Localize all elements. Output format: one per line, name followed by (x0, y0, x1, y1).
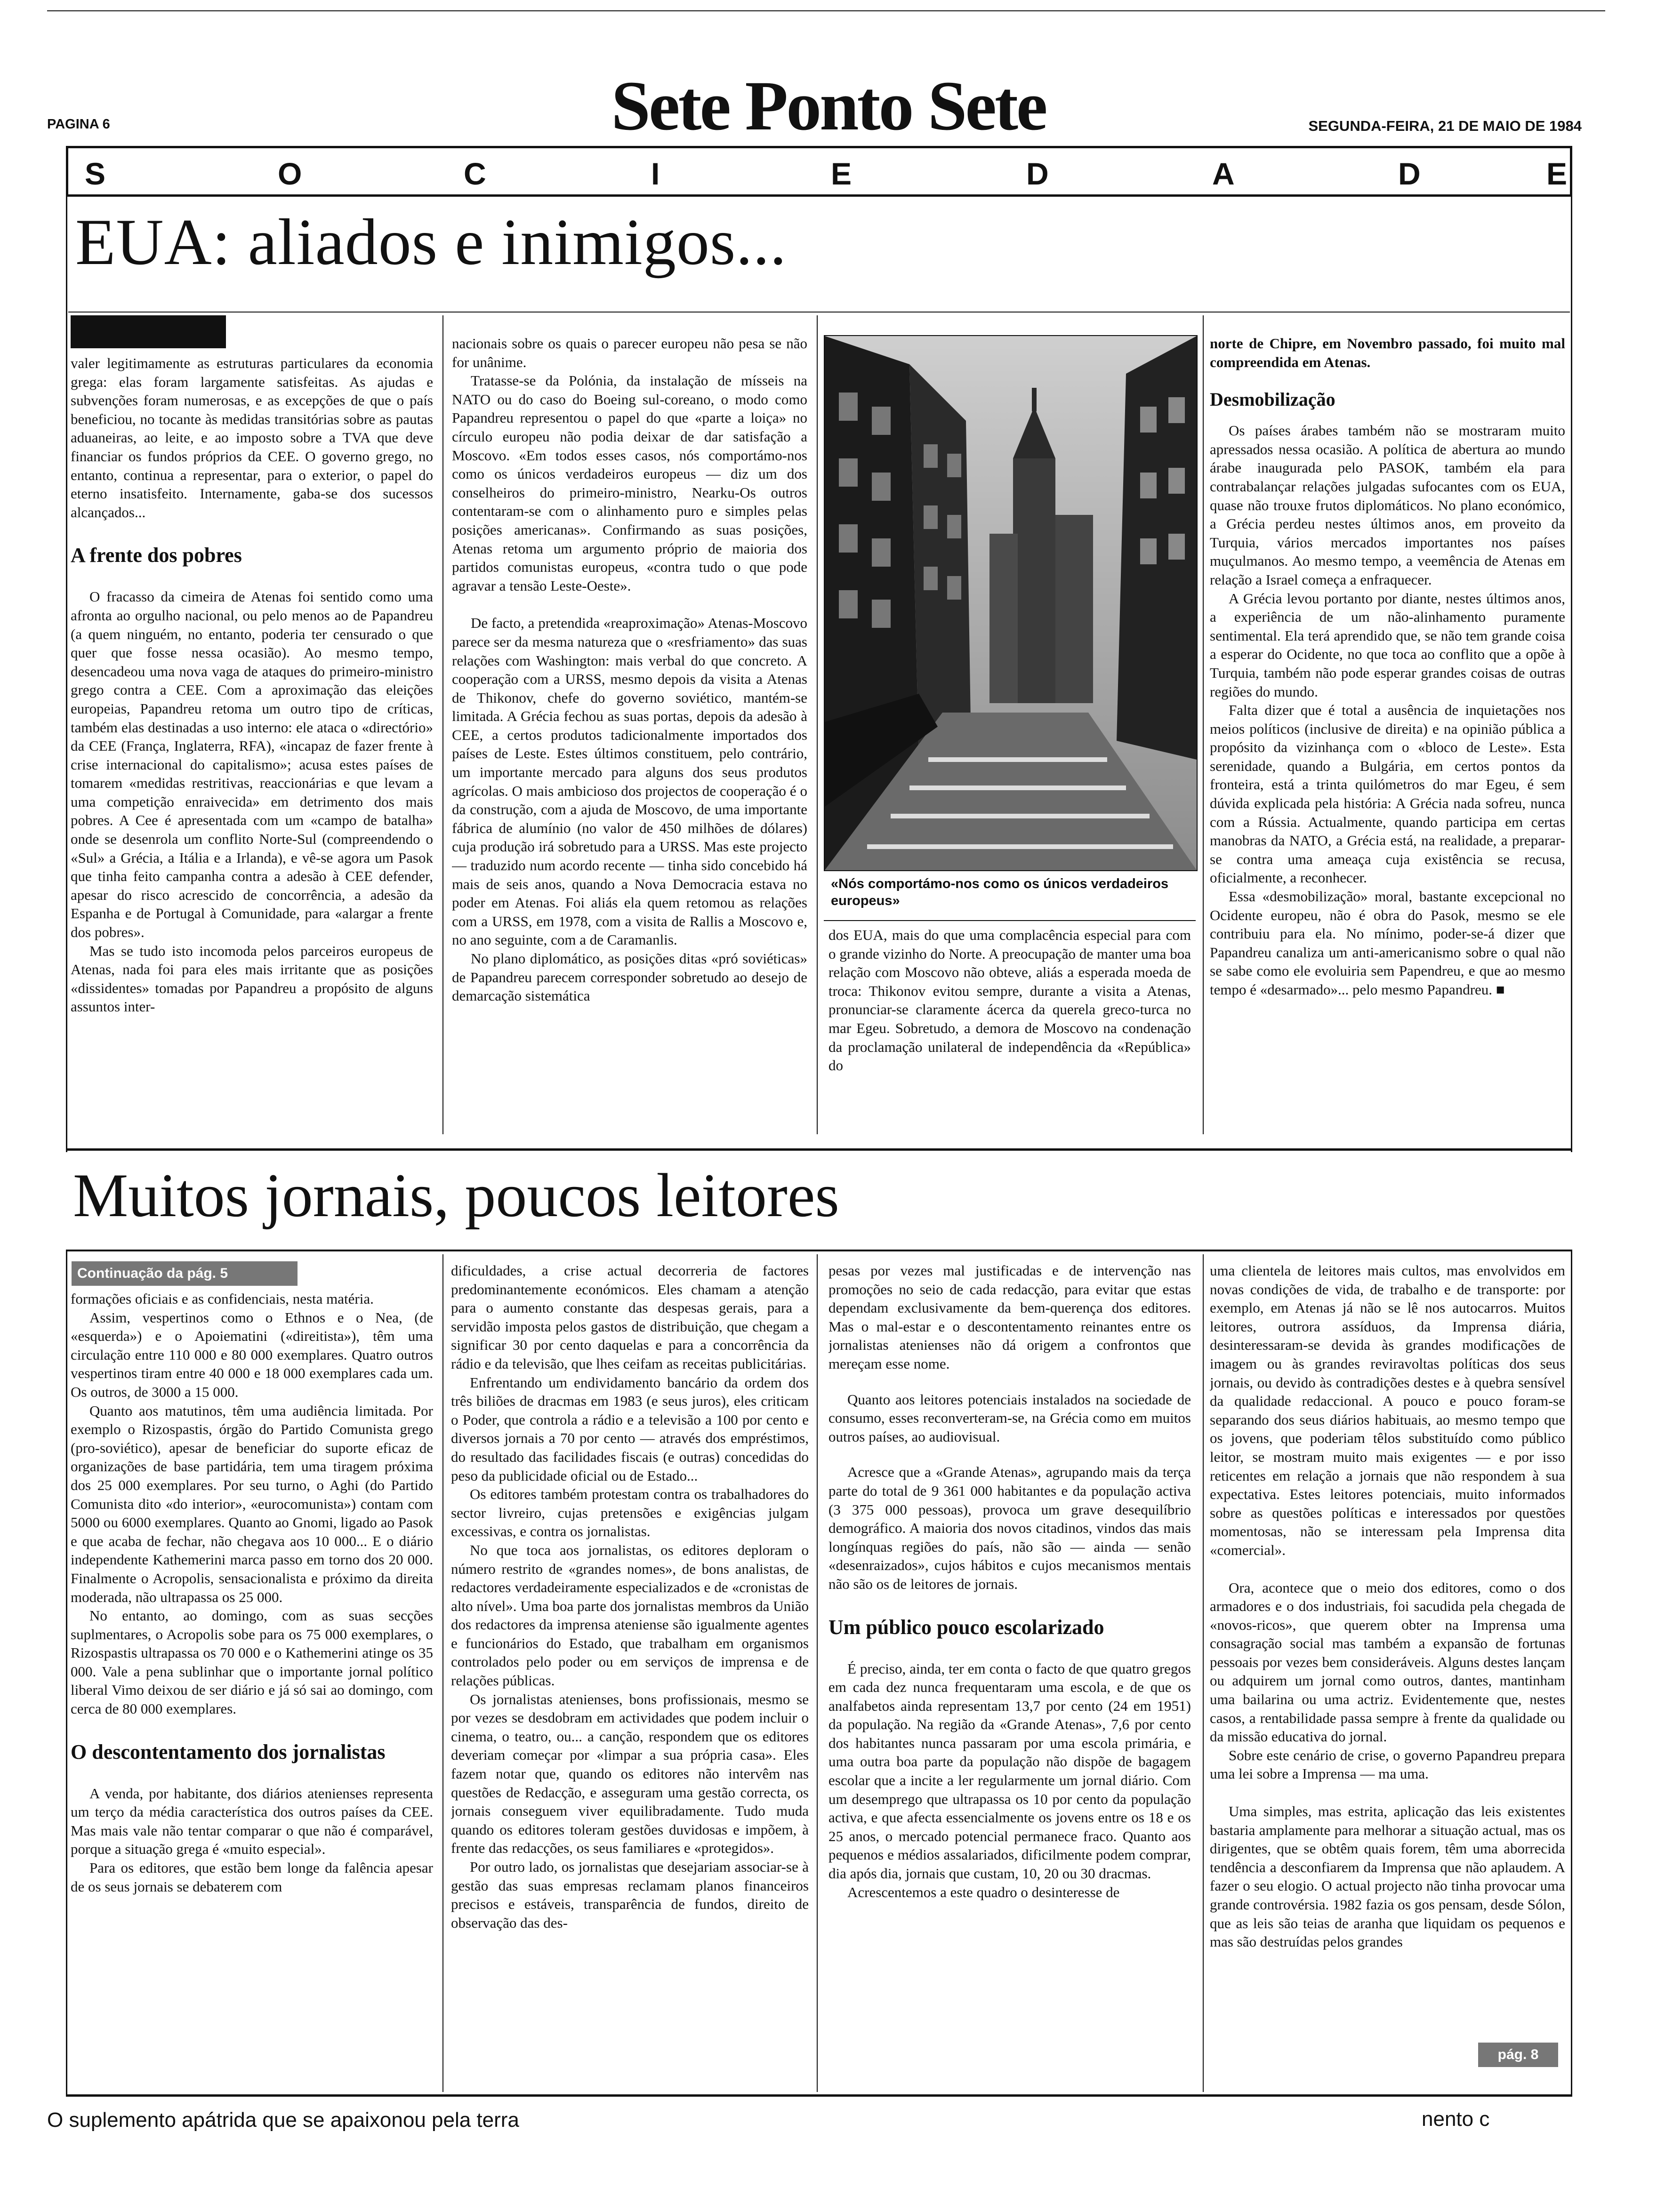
article2-column-1 (71, 1290, 433, 2094)
column-divider (442, 315, 443, 1134)
paragraph: Sobre este cenário de crise, o governo Papandreu prepara uma lei sobre a Imprensa — ma uma. (1210, 1747, 1565, 1782)
supplement-caption: O suplemento apátrida que se apaixonou pela terra (47, 2108, 519, 2132)
paragraph: Enfrentando um endividamento bancário da ordem dos três biliões de dracmas em 1983 (e seus juros), eles criticam o Poder, que controla a rádio e a televisão a 100 por cento e diversos jornais a 70 por cento — através dos empréstimos, do resultado das facilidades fiscais (e outras) concedidas do peso da publicidade oficial ou de Estado... (451, 1374, 809, 1484)
paragraph: No que toca aos jornalistas, os editores deploram o número restrito de «grandes nomes», de bons analistas, de redactores verdadeiramente especializados e de «cronistas de alto nível». Uma boa parte dos jornalistas membros da União dos redactores da imprensa ateniense são igualmente agentes e funcionários do Estado, que trabalham em organismos controlados pelo poder ou em serviços de imprensa e de relações públicas. (451, 1541, 809, 1689)
paragraph: Falta dizer que é total a ausência de inquietações nos meios políticos (inclusive de direita) e na opinião pública a propósito da vizinhança com o «bloco de Leste». Esta serenidade, quando a Bulgária, em certos pontos da fronteira, está a trinta quilómetros do mar Egeu, é sem dúvida explicada pela história: A Grécia nada sofreu, nunca com a Rússia. Actualmente, quando participa em certas manobras da NATO, a Grécia está, na realidade, a preparar-se contra uma ameaça cuja existência se recusa, oficialmente, a reconhecer. (1210, 702, 1565, 886)
subheading: Desmobilização (1210, 389, 1335, 410)
top-rule (47, 10, 1605, 11)
section-letter: I (651, 156, 660, 191)
section-letter: S (85, 156, 106, 191)
headline-rule (66, 1250, 1572, 1251)
subheading: Um público pouco escolarizado (828, 1615, 1104, 1639)
paragraph: O fracasso da cimeira de Atenas foi sentido como uma afronta ao orgulho nacional, ou pelo menos ao de Papandreu (a quem ninguém, no entanto, poderia ter censurado o que quer que fosse nessa ocasião). Ao mesmo tempo, desencadeou uma nova vaga de ataques do primeiro-ministro grego contra a CEE. Com a aproximação das eleições europeias, Papandreu retoma um outro tipo de críticas, também elas destinadas a uso interno: ele ataca o «directório» da CEE (França, Inglaterra, RFA), «incapaz de fazer frente à crise internacional do capitalismo»; acusa estes países de tomarem «medidas restritivas, reaccionárias e que levam a uma competição enraivecida» em detrimento dos mais pobres. A Cee é apresentada com um «campo de batalha» onde se desenrola um conflito Norte-Sul (compreendendo o «Sul» a Grécia, a Itália e a Irlanda), e vê-se agora um Pasok que tinha feito campanha contra a adesão à CEE defender, apesar do risco acrescido de concorrência, a adesão da Espanha e de Portugal à Comunidade, para «alargar a frente dos pobres». (71, 588, 433, 941)
column-divider (817, 315, 818, 1134)
paragraph: No plano diplomático, as posições ditas «pró soviéticas» de Papandreu parecem corresponder sobretudo ao desejo de demarcação sistemática (452, 950, 807, 1004)
paragraph: A Grécia levou portanto por diante, nestes últimos anos, a experiência de um não-alinhamento puramente sentimental. Ela terá aprendido que, se não tem grande coisa a esperar do Ocidente, no que toca ao conflito que a opõe à Turquia, também não pode esperar grandes coisas de outras regiões do mundo. (1210, 590, 1565, 700)
paragraph: Ora, acontece que o meio dos editores, como o dos armadores e o dos industriais, foi sacudida pela chegada de «novos-ricos», que querem obter na Imprensa uma consagração social mas também a expansão de fortunas pessoais por vezes bem consideráveis. Alguns destes lançam ou adquirem um jornal como outros, dantes, mantinham uma bailarina ou uma actriz. Evidentemente que, nestes casos, a rentabilidade passa sempre à frente da qualidade ou da missão educativa do jornal. (1210, 1579, 1565, 1745)
redacted-label-block (71, 315, 226, 348)
paragraph: formações oficiais e as confidenciais, nesta matéria. (71, 1290, 374, 1307)
paragraph: Para os editores, que estão bem longe da falência apesar de os seus jornais se debaterem com (71, 1859, 433, 1895)
section-letter: E (1546, 156, 1568, 191)
paragraph: No entanto, ao domingo, com as suas secções suplmentares, o Acropolis sobe para os 75 000 exemplares, o Rizospastis ultrapassa os 70 000 e o Kathemerini atinge os 35 000. Vale a pena sublinhar que o importante jornal político liberal Vimo deixou de ser diário e já só sai ao domingo, com cerca de 80 000 exemplares. (71, 1607, 433, 1717)
city-street-photo (824, 335, 1198, 871)
frame-right (1571, 1250, 1572, 2097)
article2-column-2 (451, 1261, 809, 2094)
paragraph: Assim, vespertinos como o Ethnos e o Nea, (de «esquerda») e o Apoiematini («direitista»), têm uma circulação entre 110 000 e 80 000 exemplares. Quatro outros vespertinos tiram entre 40 000 e 18 000 exemplares cada um. Os outros, de 3000 a 15 000. (71, 1309, 433, 1400)
photo-caption: «Nós comportámo-nos como os únicos verdadeiros europeus» (831, 876, 1169, 908)
frame-left (66, 1250, 67, 2097)
article-separator-rule (66, 1148, 1572, 1151)
section-letter: A (1212, 156, 1235, 191)
subheading: A frente dos pobres (71, 544, 242, 567)
paragraph: Por outro lado, os jornalistas que desejariam associar-se à gestão das suas empresas reclamam planos financeiros precisos e estáveis, transparência de fundos, direito de observação das des- (451, 1859, 809, 1931)
paragraph: dos EUA, mais do que uma complacência especial para com o grande vizinho do Norte. A preocupação de manter uma boa relação com Moscovo não obteve, aliás a esperada moeda de troca: Thikonov evitou sempre, durante a visita a Atenas, pronunciar-se claramente ácerca da querela greco-turca no mar Egeu. Sobretudo, a demora de Moscovo na condenação da proclamação unilateral de independência da «República» do (828, 927, 1191, 1074)
column-divider (1203, 1254, 1204, 2092)
headline-rule (68, 312, 1570, 313)
paragraph: uma clientela de leitores mais cultos, mas envolvidos em novas condições de vida, de trabalho e de transporte: por exemplo, em Atenas já não se lê nos autocarros. Muitos leitores, outrora assíduos, da Imprensa diária, desinteressaram-se devida às grandes modificações de imagem ou às grandes reviravoltas políticas dos seus jornais, ou devido às contradições destes e à quebra sensível da qualidade redaccional. A pouco e pouco foram-se separando dos seus diários habituais, ao mesmo tempo que os jovens, que poderiam têlos substituído como público leitor, se mostram muito mais exigentes — e por isso reticentes em relação a jornais que não respondem à sua expectativa. Estes leitores potenciais, muito informados sobre as questões políticas e interessados por questões momentosas, não se interessam pela Imprensa dita «comercial». (1210, 1262, 1565, 1558)
article-headline: EUA: aliados e inimigos... (75, 206, 787, 279)
column-divider (1203, 315, 1204, 1134)
paragraph: Os jornalistas atenienses, bons profissionais, mesmo se por vezes se desdobram em actividades que podem incluir o cinema, o teatro, ou... a canção, respondem que os editores deveriam começar por «limpar a sua própria casa». Eles fazem notar que, quando os editores não intervêm nas questões de Redacção, e asseguram uma gestão correcta, os jornais conseguem viver equilibradamente. Tudo muda quando os editores toleram gestões duvidosas e impõem, à frente das redacções, os seus familiares e «protegidos». (451, 1691, 809, 1857)
paragraph: norte de Chipre, em Novembro passado, foi muito mal compreendida em Atenas. (1210, 335, 1565, 370)
article1-column-2 (452, 334, 807, 1130)
paragraph: pesas por vezes mal justificadas e de intervenção nas promoções no seio de cada redacção, para evitar que estas dependam exclusivamente da bem-querença dos editores. Mas o mal-estar e o descontentamento reinantes entre os jornalistas atenienses não dá origem a confrontos que mereçam esse nome. (828, 1262, 1191, 1372)
subheading: O descontentamento dos jornalistas (71, 1740, 386, 1763)
footer-fragment: nento c (1422, 2108, 1490, 2131)
paragraph: Quanto aos leitores potenciais instalados na sociedade de consumo, esses reconverteram-se, na Grécia como em muitos outros países, ao audiovisual. (828, 1391, 1191, 1445)
paragraph: Mas se tudo isto incomoda pelos parceiros europeus de Atenas, nada foi para eles mais irritante que as posições «dissidentes» tomadas por Papandreu a propósito de alguns assuntos inter- (71, 942, 433, 1015)
section-letter: O (278, 156, 302, 191)
paragraph: Os países árabes também não se mostraram muito apressados nessa ocasião. A política de abertura ao mundo árabe inaugurada pelo PASOK, também ela para contrabalançar relações julgadas sufocantes com os EUA, quase não trouxe frutos diplomáticos. No plano económico, a Grécia perdeu nestes últimos anos, em proveito da Turquia, vários mercados importantes nos países muçulmanos. Ao mesmo tempo, a veemência de Atenas em relação a Israel começa a enfraquecer. (1210, 422, 1565, 588)
frame-right (1571, 197, 1572, 1152)
paragraph: dificuldades, a crise actual decorreria de factores predominantemente económicos. Eles chamam a atenção para o aumento constante das despesas gerais, para a servidão imposta pelos gastos de distribuição, que chegam a significar 30 por cento daquelas e para a concorrência da rádio e da televisão, que lhes ceifam as receitas publicitárias. (451, 1262, 809, 1372)
column-divider (442, 1254, 443, 2092)
paragraph: Os editores também protestam contra os trabalhadores do sector livreiro, cujas pretensões e exigências julgam excessivas, e contra os jornalistas. (451, 1486, 809, 1540)
paragraph: De facto, a pretendida «reaproximação» Atenas-Moscovo parece ser da mesma natureza que o «resfriamento» das suas relações com Washington: mais verbal do que concreto. A cooperação com a URSS, mesmo depois da visita a Atenas de Thikonov, chefe do governo soviético, mantém-se limitada. A Grécia fechou as suas portas, depois da adesão à CEE, a certos produtos tadicionalmente importados dos países de Leste. Estes últimos constituem, pelo contrário, um importante mercado para alguns dos seus produtos agrícolas. O mais ambicioso dos projectos de cooperação é o da construção, com a ajuda de Moscovo, de uma importante fábrica de alumínio (no valor de 450 milhões de dólares) cuja produção irá sobretudo para a URSS. Mas este projecto — traduzido num acordo recente — tinha sido concebido há mais de seis anos, quando a Nova Democracia estava no poder em Atenas. Foi aliás ela quem retomou as relações com a URSS, em 1978, com a visita de Rallis a Moscovo e, no ano seguinte, com a de Caramanlis. (452, 615, 807, 948)
continuation-label: Continuação da pág. 5 (72, 1261, 298, 1286)
section-letter: D (1026, 156, 1049, 191)
caption-rule (824, 920, 1196, 921)
frame-left (66, 197, 67, 1152)
paragraph: Essa «desmobilização» moral, bastante excepcional no Ocidente europeu, não é obra do Pasok, mesmo se ele contribuiu para ela. No mínimo, poder-se-á dizer que Papandreu canaliza um anti-americanismo sobre o qual não se sabe como ele evoluiria sem Papendreu, e que ao mesmo tempo é «desarmado»... pelo mesmo Papandreu. ■ (1210, 888, 1565, 998)
paragraph: valer legitimamente as estruturas particulares da economia grega: elas foram largamente satisfeitas. As ajudas e subvenções foram numerosas, e as excepções de que o país beneficiou, no tocante às medidas transitórias sobre as pautas aduaneiras, ao leite, e ao imposto sobre a TVA que deve financiar os fundos próprios da CEE. O governo grego, no entanto, continua a representar, para o exterior, o papel do eterno insatisfeito. Internamente, gaba-se dos sucessos alcançados... (71, 355, 433, 521)
photo-illustration (825, 336, 1197, 870)
page-number: PAGINA 6 (47, 117, 110, 132)
paragraph: Tratasse-se da Polónia, da instalação de mísseis na NATO ou do caso do Boeing sul-coreano, o modo como Papandreu representou o papel do que «parte a loiça» no círculo europeu não podia deixar de dar satisfação a Moscovo. «Em todos esses casos, nós comportámo-nos como os únicos verdadeiros europeus — diz um dos conselheiros do primeiro-ministro, Nearku-Os outros contentaram-se com o alinhamento puro e simples pelas posições americanas». Confirmando as suas posições, Atenas retoma um argumento próprio de maioria dos partidos comunistas europeus, «contra tudo o que pode agravar a tensão Leste-Oeste». (452, 372, 807, 594)
section-letter: D (1398, 156, 1421, 191)
continuation-page-tag: pág. 8 (1478, 2043, 1558, 2067)
section-letter: C (464, 156, 486, 191)
article1-column-1 (71, 354, 433, 1130)
section-banner (66, 146, 1572, 197)
paragraph: nacionais sobre os quais o parecer europeu não pesa se não for unânime. (452, 335, 807, 370)
article1-column-3 (828, 926, 1191, 1133)
article-headline: Muitos jornais, poucos leitores (73, 1161, 839, 1230)
section-letter: E (831, 156, 852, 191)
article1-column-4 (1210, 334, 1565, 1134)
issue-date: SEGUNDA-FEIRA, 21 DE MAIO DE 1984 (1308, 118, 1582, 134)
article2-column-4 (1210, 1261, 1565, 2094)
bottom-frame-rule (66, 2094, 1572, 2097)
newspaper-title: Sete Ponto Sete (611, 67, 1046, 145)
paragraph: Quanto aos matutinos, têm uma audiência limitada. Por exemplo o Rizospastis, órgão do Partido Comunista grego (pro-soviético), apesar de beneficiar do suporte eficaz de organizações de base partidária, tem uma tiragem próxima dos 25 000 exemplares. Por seu turno, o Aghi (do Partido Comunista dito «do interior», «eurocomunista») contam com 5000 ou 6000 exemplares. Quanto ao Gnomi, ligado ao Pasok e que acaba de fechar, não chegava aos 10 000... E o diário independente Kathemerini marca passo em torno dos 20 000. Finalmente o Acropolis, sensacionalista e próximo da direita moderada, não ultrapassa os 25 000. (71, 1402, 433, 1605)
paragraph: Uma simples, mas estrita, aplicação das leis existentes bastaria amplamente para melhorar a situação actual, mas os dirigentes, que se obtêm quais forem, têm uma aborrecida tendência a desconfiarem da Imprensa que não aplaudem. A fazer o seu elogio. O actual projecto não tinha provocar uma grande controvérsia. 1982 fazia os gos pensam, desde Sólon, que as leis são teias de aranha que liquidam os pequenos e mas são destruídas pelos grandes (1210, 1803, 1565, 1950)
paragraph: Acrescentemos a este quadro o desinteresse de (847, 1883, 1120, 1900)
column-divider (817, 1254, 818, 2092)
article2-column-3 (828, 1261, 1191, 2094)
paragraph: A venda, por habitante, dos diários atenienses representa um terço da média característica dos outros países da CEE. Mas mais vale não tentar comparar o que não é comparável, porque a situação grega é «muito especial». (71, 1785, 433, 1858)
paragraph: É preciso, ainda, ter em conta o facto de que quatro gregos em cada dez nunca frequentaram uma escola, e de que os analfabetos ainda representam 13,7 por cento (24 em 1951) da população. Na região da «Grande Atenas», 7,6 por cento dos habitantes nunca passaram por uma escola primária, e uma outra boa parte da população não dispõe de bagagem escolar que a incite a ler regularmente um jornal diário. Com um desemprego que ultrapassa os 10 por cento da população activa, e que afecta essencialmente os jovens entre os 18 e os 25 anos, o mercado potencial permanece fraco. Quanto aos pequenos e médios assalariados, dificilmente podem comprar, dia após dia, jornais que custam, 10, 20 ou 30 dracmas. (828, 1660, 1191, 1882)
paragraph: Acresce que a «Grande Atenas», agrupando mais da terça parte do total de 9 361 000 habitantes e da população activa (3 375 000 pessoas), provoca um grave desequilíbrio demográfico. A maioria dos novos citadinos, vindos das mais longínquas regiões do país, não são — ainda — senão «desenraizados», cujos hábitos e cujos mecanismos mentais não são os de leitores de jornais. (828, 1464, 1191, 1592)
